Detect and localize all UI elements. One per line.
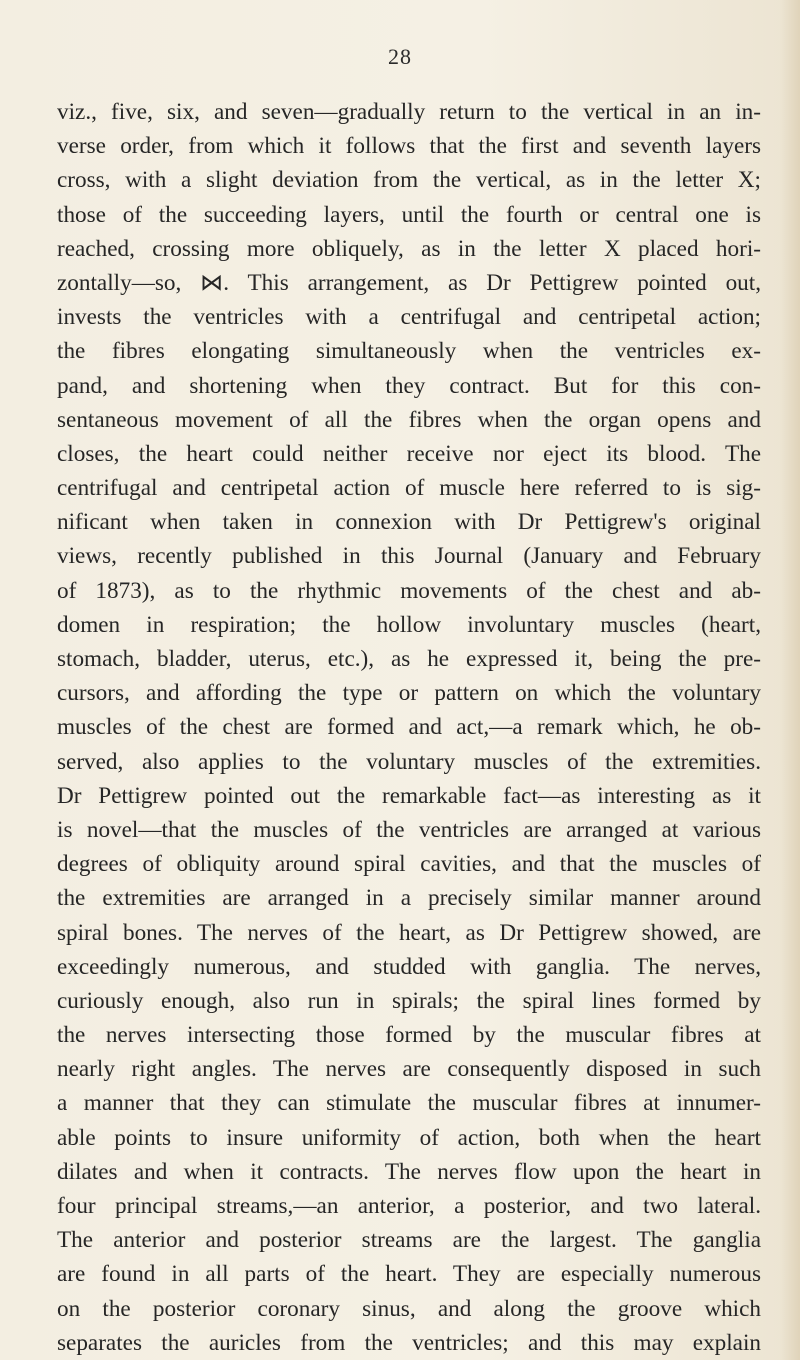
text-line: curiously enough, also run in spirals; the spiral lines formed by xyxy=(57,987,761,1014)
text-line: the extremities are arranged in a precisely similar manner around xyxy=(57,885,761,912)
text-line: served, also applies to the voluntary muscles of the extremities. xyxy=(57,748,761,775)
text-line: nearly right angles. The nerves are consequently disposed in such xyxy=(57,1056,761,1083)
text-line: is novel—that the muscles of the ventricles are arranged at various xyxy=(57,816,761,843)
text-line: verse order, from which it follows that the first and seventh layers xyxy=(57,133,761,160)
text-line: exceedingly numerous, and studded with ganglia. The nerves, xyxy=(57,953,761,980)
text-line: views, recently published in this Journal (January and February xyxy=(57,543,761,570)
text-line: are found in all parts of the heart. They are especially numerous xyxy=(57,1261,761,1288)
text-line: nificant when taken in connexion with Dr Pettigrew's original xyxy=(57,509,761,536)
text-line: on the posterior coronary sinus, and along the groove which xyxy=(57,1295,761,1322)
page-number: 28 xyxy=(388,44,412,69)
text-line: Dr Pettigrew pointed out the remarkable fact—as interesting as it xyxy=(57,782,761,809)
text-line: invests the ventricles with a centrifugal and centripetal action; xyxy=(57,304,761,331)
text-line: viz., five, six, and seven—gradually return to the vertical in an in- xyxy=(57,99,761,125)
text-line: dilates and when it contracts. The nerves flow upon the heart in xyxy=(57,1158,761,1185)
text-line: four principal streams,—an anterior, a posterior, and two lateral. xyxy=(57,1193,761,1219)
text-line: muscles of the chest are formed and act,—a remark which, he ob- xyxy=(57,714,761,741)
text-line: centrifugal and centripetal action of muscle here referred to is sig- xyxy=(57,475,761,502)
text-line: those of the succeeding layers, until the fourth or central one is xyxy=(57,201,761,228)
text-line: able points to insure uniformity of action, both when the heart xyxy=(57,1124,761,1151)
body-text xyxy=(57,95,761,1360)
text-line: closes, the heart could neither receive nor eject its blood. The xyxy=(57,440,761,467)
text-line: pand, and shortening when they contract. But for this con- xyxy=(57,372,761,399)
text-line: domen in respiration; the hollow involuntary muscles (heart, xyxy=(57,611,761,638)
text-line: degrees of obliquity around spiral cavities, and that the muscles of xyxy=(57,851,761,878)
text-line: a manner that they can stimulate the muscular fibres at innumer- xyxy=(57,1090,761,1117)
text-line: of 1873), as to the rhythmic movements of the chest and ab- xyxy=(57,577,761,604)
text-line: the fibres elongating simultaneously when the ventricles ex- xyxy=(57,338,761,365)
text-line: The anterior and posterior streams are the largest. The ganglia xyxy=(57,1227,761,1254)
text-line: zontally—so, ⋈. This arrangement, as Dr Pettigrew pointed out, xyxy=(57,269,761,296)
text-line: sentaneous movement of all the fibres when the organ opens and xyxy=(57,406,761,433)
text-line: reached, crossing more obliquely, as in the letter X placed hori- xyxy=(57,235,761,262)
text-line: separates the auricles from the ventricles; and this may explain xyxy=(57,1329,761,1356)
text-line: stomach, bladder, uterus, etc.), as he expressed it, being the pre- xyxy=(57,646,761,672)
text-line: cross, with a slight deviation from the vertical, as in the letter X; xyxy=(57,167,761,194)
page-edge-shadow xyxy=(780,0,800,1360)
text-line: cursors, and affording the type or pattern on which the voluntary xyxy=(57,680,761,707)
text-line: the nerves intersecting those formed by the muscular fibres at xyxy=(57,1022,761,1049)
text-line: spiral bones. The nerves of the heart, as Dr Pettigrew showed, are xyxy=(57,919,761,946)
